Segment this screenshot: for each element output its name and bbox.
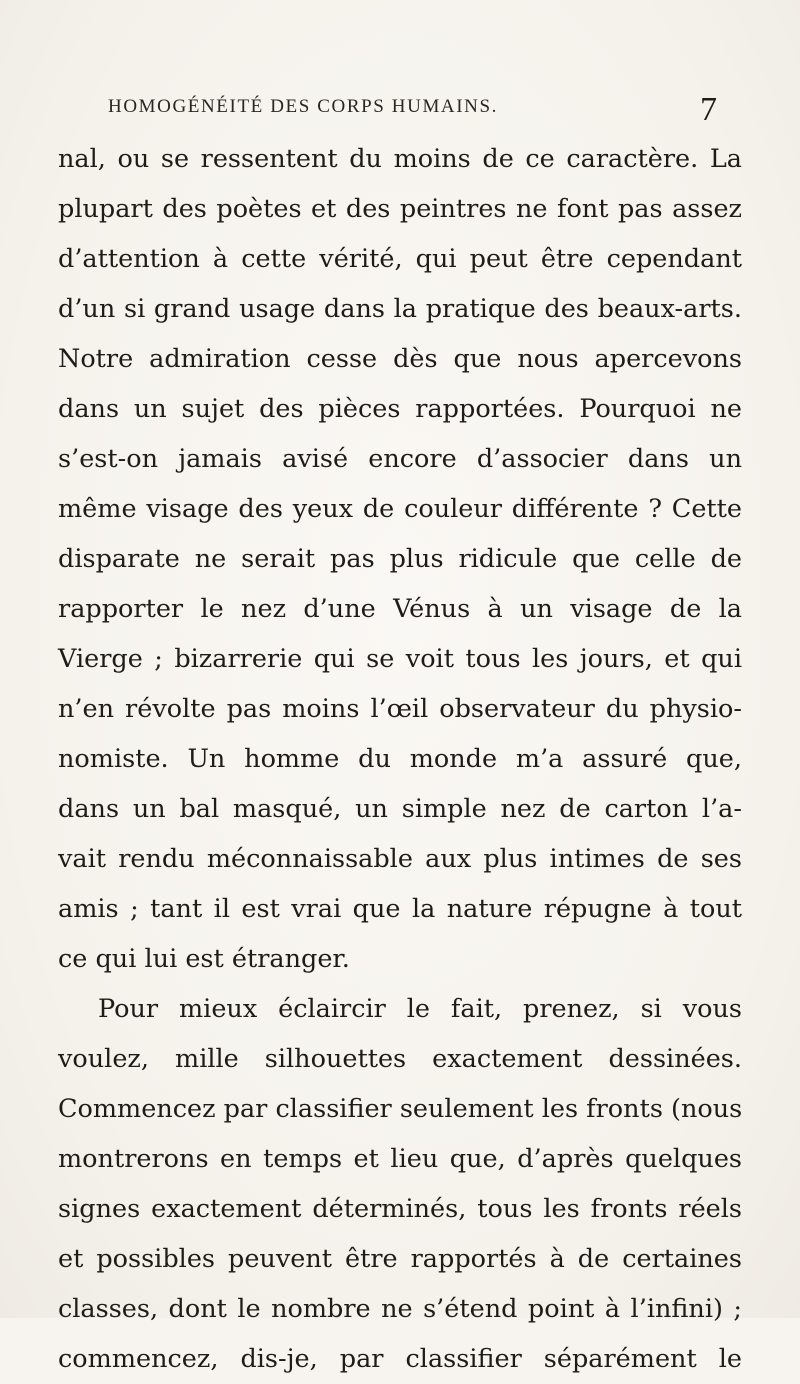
- text-line: Commencez par classifier seulement les fronts (nous: [58, 1094, 743, 1124]
- text-line: commencez, dis-je, par classifier séparément le: [58, 1344, 742, 1374]
- page-number: 7: [700, 91, 717, 128]
- text-line: Vierge ; bizarrerie qui se voit tous les jours, et qui: [58, 644, 742, 674]
- text-line: voulez, mille silhouettes exactement dessinées.: [58, 1044, 742, 1074]
- text-line: vait rendu méconnaissable aux plus intimes de ses: [58, 844, 742, 874]
- text-line: d’un si grand usage dans la pratique des beaux-arts.: [58, 294, 742, 324]
- text-line: amis ; tant il est vrai que la nature répugne à tout: [58, 894, 742, 924]
- text-line: signes exactement déterminés, tous les fronts réels: [58, 1194, 742, 1224]
- text-line: classes, dont le nombre ne s’étend point à l’infini) ;: [58, 1294, 742, 1324]
- text-line: n’en révolte pas moins l’œil observateur du physio-: [58, 694, 742, 724]
- body-text: [58, 134, 742, 1384]
- paragraph-end-line: ce qui lui est étranger.: [58, 944, 350, 974]
- text-line: d’attention à cette vérité, qui peut être cependant: [58, 244, 742, 274]
- text-line: plupart des poètes et des peintres ne font pas assez: [58, 194, 742, 224]
- text-line: dans un bal masqué, un simple nez de carton l’a-: [58, 794, 742, 824]
- text-line: disparate ne serait pas plus ridicule que celle de: [58, 544, 742, 574]
- text-line: dans un sujet des pièces rapportées. Pourquoi ne: [58, 394, 742, 424]
- paragraph-start-line: Pour mieux éclaircir le fait, prenez, si vous: [98, 994, 742, 1024]
- text-line: et possibles peuvent être rapportés à de certaines: [58, 1244, 742, 1274]
- running-title: HOMOGÉNÉITÉ DES CORPS HUMAINS.: [108, 96, 499, 117]
- text-line: nomiste. Un homme du monde m’a assuré que,: [58, 744, 742, 774]
- text-line: Notre admiration cesse dès que nous apercevons: [58, 344, 742, 374]
- text-line: même visage des yeux de couleur différente ? Cette: [58, 494, 742, 524]
- text-line: montrerons en temps et lieu que, d’après quelques: [58, 1144, 742, 1174]
- text-line: s’est-on jamais avisé encore d’associer dans un: [58, 444, 742, 474]
- text-line: rapporter le nez d’une Vénus à un visage de la: [58, 594, 742, 624]
- running-head: [0, 92, 800, 132]
- text-line: nal, ou se ressentent du moins de ce caractère. La: [58, 144, 742, 174]
